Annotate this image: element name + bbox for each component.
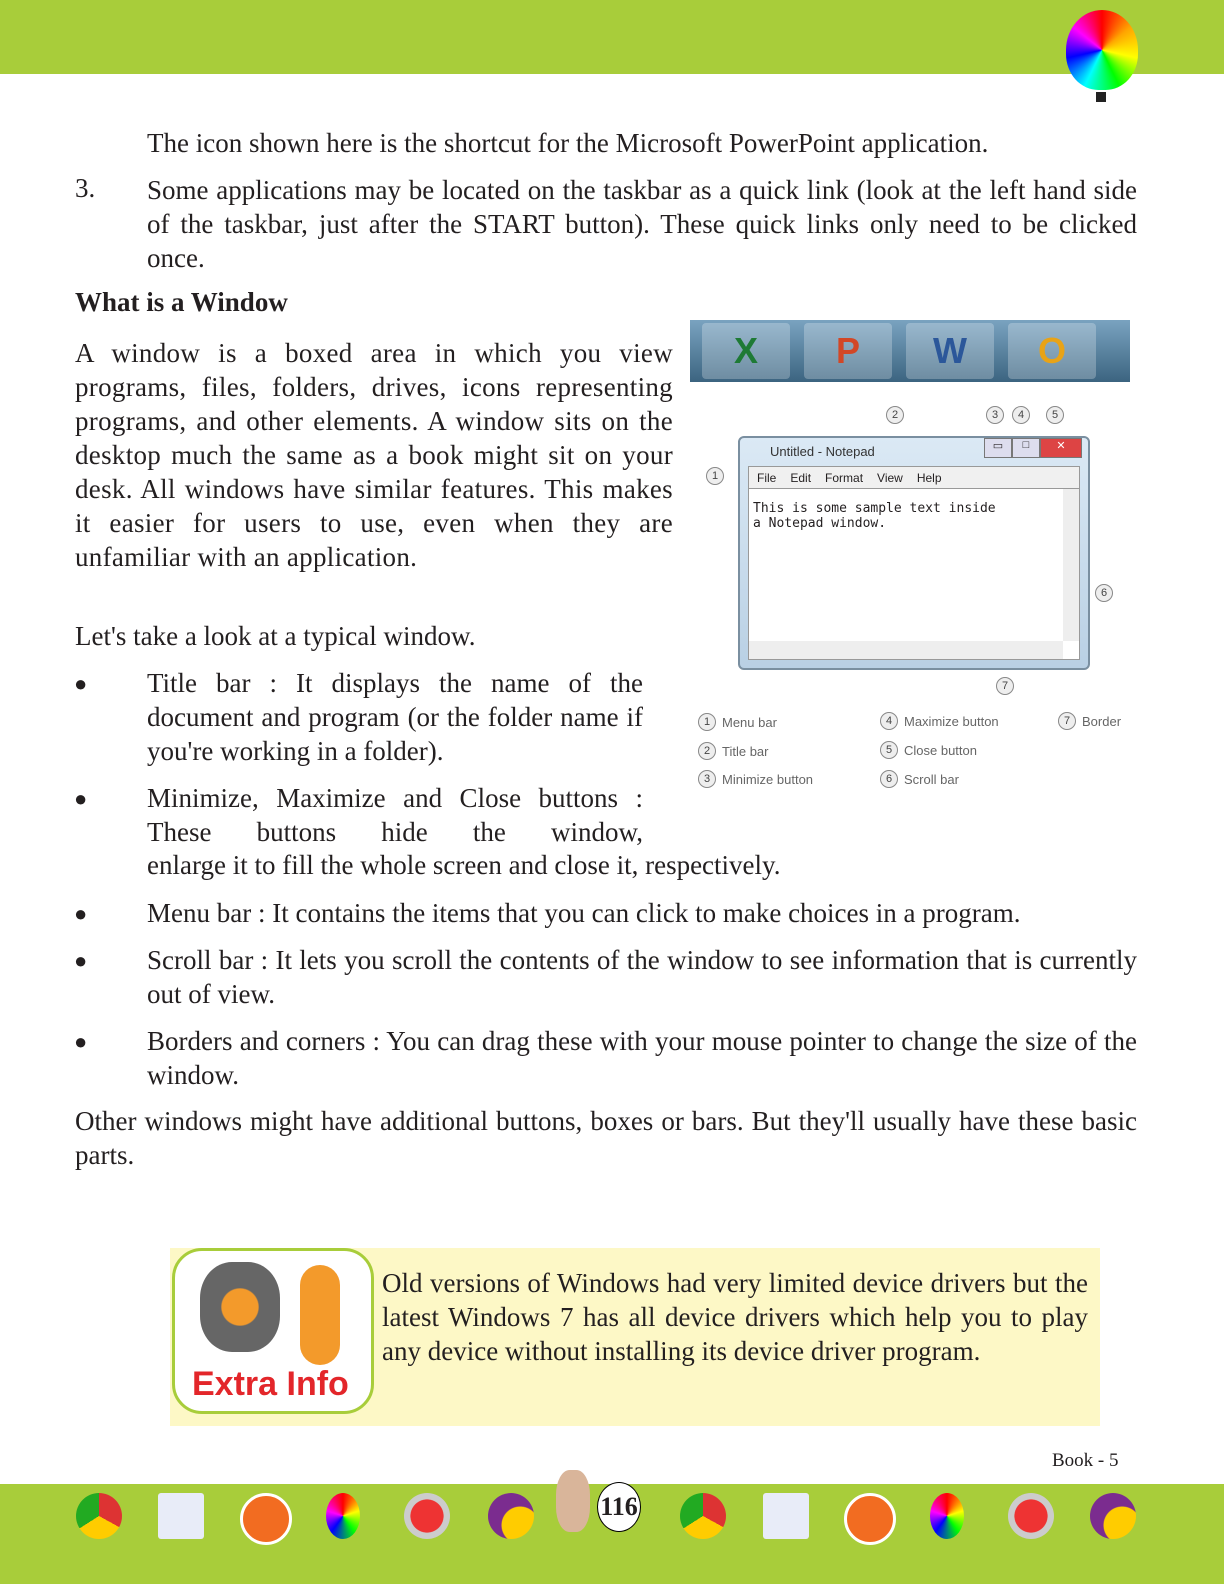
menu-format: Format	[825, 471, 864, 485]
word-doc-icon	[158, 1493, 204, 1539]
intro-text: The icon shown here is the shortcut for the Microsoft PowerPoint application.	[147, 128, 989, 158]
item-3-text: Some applications may be located on the taskbar as a quick link (look at the left hand side of the taskbar, just after the START button). These quick links only need to be clicked once.	[147, 175, 1137, 273]
bullet-buttons-cont: enlarge it to fill the whole screen and close it, respectively.	[147, 850, 781, 880]
word-doc-icon	[763, 1493, 809, 1539]
callout-5: 5	[1046, 406, 1064, 424]
legend-num: 3	[698, 770, 716, 788]
legend-num: 5	[880, 741, 898, 759]
menu-help: Help	[916, 471, 942, 485]
sample-text: This is some sample text inside a Notepad window.	[753, 501, 996, 531]
legend-label: Menu bar	[722, 714, 777, 730]
callout-4: 4	[1012, 406, 1030, 424]
hot-air-balloon-icon	[1066, 10, 1138, 90]
page-number: 116	[597, 1482, 641, 1532]
chrome-icon	[680, 1493, 726, 1539]
section-heading: What is a Window	[75, 287, 288, 317]
bullet-title-bar: Title bar : It displays the name of the document and program (or the folder name if you're working in a folder).	[147, 668, 643, 766]
menu-view: View	[877, 471, 903, 485]
flame-icon	[404, 1493, 450, 1539]
briefcase-icon	[844, 1493, 896, 1545]
powerpoint-icon: P	[804, 323, 892, 379]
callout-6: 6	[1095, 584, 1113, 602]
menu-bar	[748, 466, 1080, 490]
legend-label: Scroll bar	[904, 771, 959, 787]
taskbar-quick-links	[690, 320, 1130, 382]
briefcase-icon	[240, 1493, 292, 1545]
bullet-icon: ●	[74, 948, 88, 973]
callout-1: 1	[706, 467, 724, 485]
balloon-icon	[930, 1493, 964, 1539]
legend-num: 6	[880, 770, 898, 788]
legend-num: 4	[880, 712, 898, 730]
bullet-icon: ●	[74, 786, 88, 811]
minimize-icon: ▭	[984, 438, 1012, 458]
window-title: Untitled - Notepad	[770, 444, 875, 459]
legend-label: Maximize button	[904, 713, 999, 729]
bullet-menu-bar: Menu bar : It contains the items that you can click to make choices in a program.	[147, 898, 1021, 928]
mouse-mascot-icon	[556, 1470, 590, 1532]
book-label: Book - 5	[1052, 1450, 1119, 1471]
bullet-buttons: Minimize, Maximize and Close buttons : These buttons hide the window,	[147, 783, 643, 847]
callout-2: 2	[886, 406, 904, 424]
legend-label: Title bar	[722, 743, 769, 759]
callout-3: 3	[986, 406, 1004, 424]
balloon-basket-icon	[1096, 92, 1106, 102]
bullet-scroll-bar: Scroll bar : It lets you scroll the contents of the window to see information that is currently out of view.	[147, 945, 1137, 1009]
horizontal-scrollbar	[749, 641, 1063, 659]
item-number: 3.	[75, 173, 96, 203]
text-area	[748, 488, 1080, 660]
notepad-window	[738, 436, 1090, 670]
vertical-scrollbar	[1063, 489, 1079, 641]
maximize-icon: □	[1012, 438, 1040, 458]
outlook-icon: O	[1008, 323, 1096, 379]
yahoo-messenger-icon	[488, 1493, 534, 1539]
legend-label: Close button	[904, 742, 977, 758]
word-icon: W	[906, 323, 994, 379]
excel-icon: X	[702, 323, 790, 379]
notepad-window-figure	[690, 400, 1130, 800]
legend-label: Border	[1082, 713, 1122, 729]
legend-num: 1	[698, 713, 716, 731]
legend-label: Minimize button	[722, 771, 814, 787]
bullet-icon: ●	[74, 671, 88, 696]
figure-illustration	[300, 1265, 340, 1365]
yahoo-messenger-icon	[1090, 1493, 1136, 1539]
chrome-icon	[76, 1493, 122, 1539]
legend-num: 2	[698, 742, 716, 760]
extra-info-text: Old versions of Windows had very limited device drivers but the latest Windows 7 has all device drivers which help you to play any device without installing its device driver program.	[382, 1268, 1088, 1366]
close-icon: ✕	[1040, 438, 1082, 458]
window-definition-paragraph: A window is a boxed area in which you view programs, files, folders, drives, icons representing programs, and other elements. A window sits on the desktop much the same as a book might sit on your desk. All windows have similar features. This makes it easier for users to use, even when they are unfamiliar with an application.	[75, 338, 673, 572]
flame-icon	[1008, 1493, 1054, 1539]
callout-7: 7	[996, 677, 1014, 695]
menu-file: File	[757, 471, 777, 485]
bullet-icon: ●	[74, 901, 88, 926]
bullet-borders: Borders and corners : You can drag these with your mouse pointer to change the size of the window.	[147, 1026, 1137, 1090]
balloon-icon	[326, 1493, 360, 1539]
intro-typical-window: Let's take a look at a typical window.	[75, 621, 476, 651]
legend-num: 7	[1058, 712, 1076, 730]
extra-info-label: Extra Info	[192, 1365, 349, 1403]
closing-paragraph: Other windows might have additional buttons, boxes or bars. But they'll usually have these basic parts.	[75, 1106, 1137, 1170]
robot-illustration	[200, 1262, 280, 1352]
bullet-icon: ●	[74, 1029, 88, 1054]
header-band	[0, 0, 1224, 74]
menu-edit: Edit	[790, 471, 812, 485]
